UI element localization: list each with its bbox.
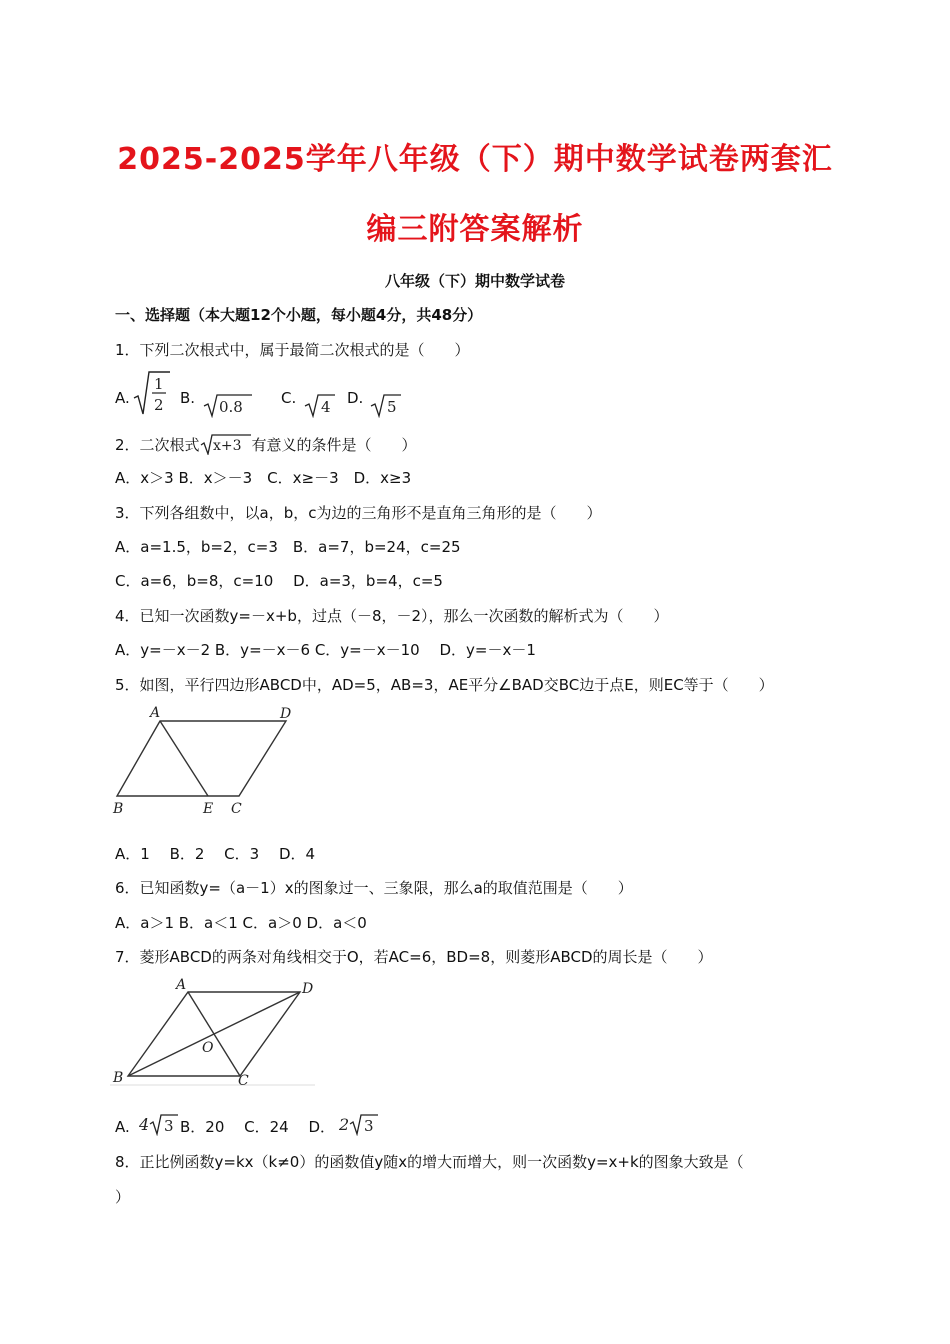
q2-stem-suffix: 有意义的条件是（ ） xyxy=(251,436,417,454)
q1-option-d-label: D. xyxy=(347,389,364,407)
q1-option-c-radical xyxy=(303,392,337,418)
q7-label-d: D xyxy=(302,981,314,997)
q5-parallelogram-figure xyxy=(110,702,300,820)
q1-b-radicand: 0.8 xyxy=(219,398,243,416)
q7-rhombus-figure xyxy=(110,974,320,1089)
q7-options-b-c-d: B．20 C．24 D． xyxy=(180,1118,336,1136)
question-5-options: A．1 B．2 C．3 D．4 xyxy=(115,845,316,863)
q1-d-radicand: 5 xyxy=(387,398,397,416)
document-title-line2: 编三附答案解析 xyxy=(366,212,584,247)
q7-label-o: O xyxy=(202,1040,214,1056)
section-heading: 一、选择题（本大题12个小题，每小题4分，共48分） xyxy=(115,306,483,324)
q5-label-d: D xyxy=(280,706,292,722)
q1-option-c-label: C. xyxy=(281,389,297,407)
q1-option-a-radical xyxy=(132,370,172,418)
question-8-stem-end: ） xyxy=(115,1188,131,1206)
question-1-stem: 1．下列二次根式中，属于最简二次根式的是（ ） xyxy=(115,341,470,359)
q5-segment-ae xyxy=(160,721,208,796)
question-3-options-row1: A．a=1.5，b=2，c=3 B．a=7，b=24，c=25 xyxy=(115,538,461,556)
q7-option-a-value xyxy=(138,1112,180,1136)
question-6-options: A．a＞1 B．a＜1 C．a＞0 D．a＜0 xyxy=(115,914,367,932)
q1-a-numerator: 1 xyxy=(154,375,164,393)
q5-label-a: A xyxy=(150,705,161,721)
q7-diagonal-bd xyxy=(128,992,300,1076)
question-4-options: A．y=－x－2 B．y=－x－6 C．y=－x－10 D．y=－x－1 xyxy=(115,641,536,659)
question-2-options: A．x＞3 B．x＞－3 C．x≥－3 D．x≥3 xyxy=(115,469,412,487)
question-8-stem: 8．正比例函数y=kx（k≠0）的函数值y随x的增大而增大，则一次函数y=x+k的图象大致是（ xyxy=(115,1153,744,1171)
q5-label-b: B xyxy=(113,801,124,817)
question-2-stem xyxy=(115,433,417,455)
q7-label-b: B xyxy=(113,1070,124,1086)
q7-a-radicand: 3 xyxy=(164,1117,174,1135)
question-6-stem: 6．已知函数y=（a－1）x的图象过一、三象限，那么a的取值范围是（ ） xyxy=(115,879,633,897)
q7-a-coefficient: 4 xyxy=(139,1115,150,1134)
q7-d-coefficient: 2 xyxy=(339,1115,350,1134)
q2-radical xyxy=(200,433,252,455)
q2-radicand: x+3 xyxy=(212,438,242,454)
q7-label-c: C xyxy=(238,1073,249,1089)
q7-d-radicand: 3 xyxy=(364,1117,374,1135)
question-4-stem: 4．已知一次函数y=－x+b，过点（－8，－2），那么一次函数的解析式为（ ） xyxy=(115,607,669,625)
exam-subtitle: 八年级（下）期中数学试卷 xyxy=(384,272,565,290)
q1-option-b-radical xyxy=(202,392,254,418)
question-3-stem: 3．下列各组数中，以a，b，c为边的三角形不是直角三角形的是（ ） xyxy=(115,504,602,522)
q1-option-a-label: A. xyxy=(115,389,130,407)
q1-a-denominator: 2 xyxy=(154,396,164,414)
document-title-line1: 2025-2025学年八年级（下）期中数学试卷两套汇 xyxy=(117,142,833,177)
q2-stem-prefix: 2．二次根式 xyxy=(115,436,200,454)
q1-c-radicand: 4 xyxy=(321,398,331,416)
q5-label-e: E xyxy=(203,801,214,817)
q5-label-c: C xyxy=(231,801,242,817)
question-7-stem: 7．菱形ABCD的两条对角线相交于O，若AC=6，BD=8，则菱形ABCD的周长是（ ） xyxy=(115,948,713,966)
question-3-options-row2: C．a=6，b=8，c=10 D．a=3，b=4，c=5 xyxy=(115,572,443,590)
q7-label-a: A xyxy=(176,977,187,993)
q1-option-b-label: B. xyxy=(180,389,196,407)
q7-option-d-value xyxy=(338,1112,380,1136)
q7-option-a-label: A. xyxy=(115,1118,130,1136)
question-5-stem: 5．如图，平行四边形ABCD中，AD=5，AB=3，AE平分∠BAD交BC边于点E，则EC等于（ ） xyxy=(115,676,774,694)
q1-option-d-radical xyxy=(369,392,403,418)
